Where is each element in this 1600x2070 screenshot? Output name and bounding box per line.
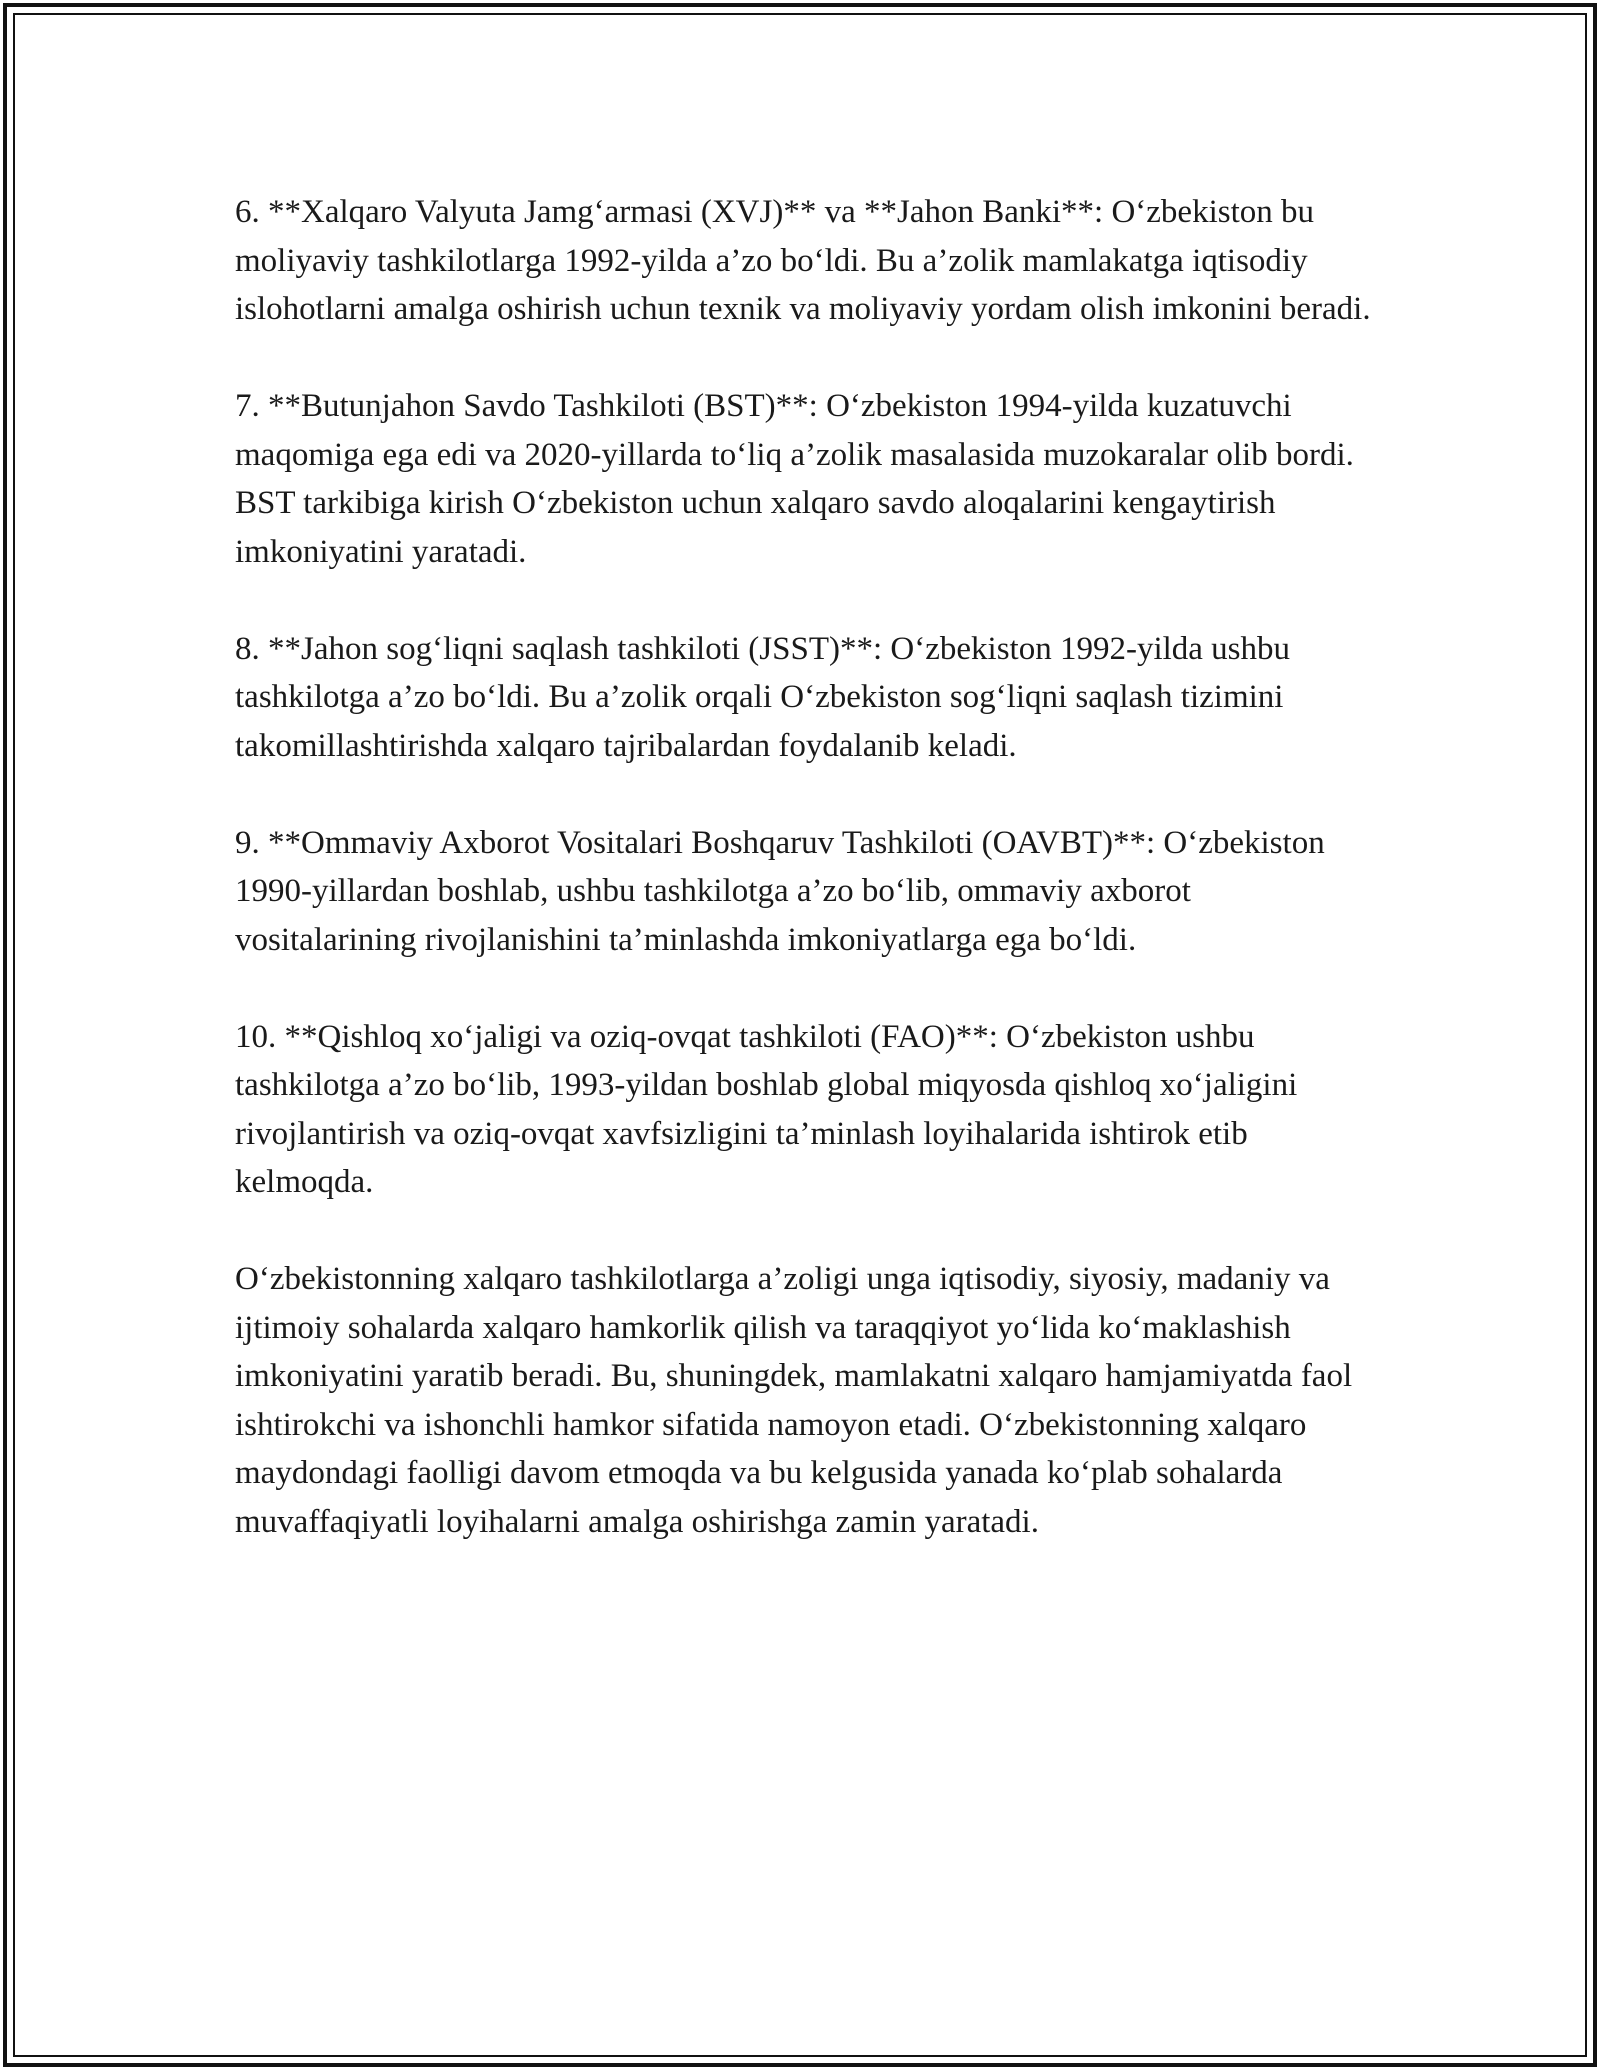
document-body — [235, 188, 1375, 1595]
paragraph-item-8: 8. **Jahon sog‘liqni saqlash tashkiloti (JSST)**: O‘zbekiston 1992-yilda ushbu tashkilotga a’zo bo‘ldi. Bu a’zolik orqali O‘zbekiston sog‘liqni saqlash tizimini takomillashtirishda xalqaro tajribalardan foydalanib keladi. — [235, 630, 1291, 764]
paragraph-item-10: 10. **Qishloq xo‘jaligi va oziq-ovqat tashkiloti (FAO)**: O‘zbekiston ushbu tashkilotga a’zo bo‘lib, 1993-yildan boshlab global miqyosda qishloq xo‘jaligini rivojlantirish va oziq-ovqat xavfsizligini ta’minlash loyihalarida ishtirok etib kelmoqda. — [235, 1018, 1298, 1200]
paragraph-item-6: 6. **Xalqaro Valyuta Jamg‘armasi (XVJ)** va **Jahon Banki**: O‘zbekiston bu moliyaviy tashkilotlarga 1992-yilda a’zo bo‘ldi. Bu a’zolik mamlakatga iqtisodiy islohotlarni amalga oshirish uchun texnik va moliyaviy yordam olish imkonini beradi. — [235, 194, 1371, 327]
paragraph-item-9: 9. **Ommaviy Axborot Vositalari Boshqaruv Tashkiloti (OAVBT)**: O‘zbekiston 1990-yillardan boshlab, ushbu tashkilotga a’zo bo‘lib, ommaviy axborot vositalarining rivojlanishini ta’minlashda imkoniyatlarga ega bo‘ldi. — [235, 824, 1325, 958]
paragraph-conclusion: O‘zbekistonning xalqaro tashkilotlarga a’zoligi unga iqtisodiy, siyosiy, madaniy va ijtimoiy sohalarda xalqaro hamkorlik qilish va taraqqiyot yo‘lida ko‘maklashish imkoniyatini yaratib beradi. Bu, shuningdek, mamlakatni xalqaro hamjamiyatda faol ishtirokchi va ishonchli hamkor sifatida namoyon etadi. O‘zbekistonning xalqaro maydondagi faolligi davom etmoqda va bu kelgusida yanada ko‘plab sohalarda muvaffaqiyatli loyihalarni amalga oshirishga zamin yaratadi. — [235, 1261, 1353, 1540]
paragraph-item-7: 7. **Butunjahon Savdo Tashkiloti (BST)**: O‘zbekiston 1994-yilda kuzatuvchi maqomiga ega edi va 2020-yillarda to‘liq a’zolik masalasida muzokaralar olib bordi. BST tarkibiga kirish O‘zbekiston uchun xalqaro savdo aloqalarini kengaytirish imkoniyatini yaratadi. — [235, 388, 1354, 570]
